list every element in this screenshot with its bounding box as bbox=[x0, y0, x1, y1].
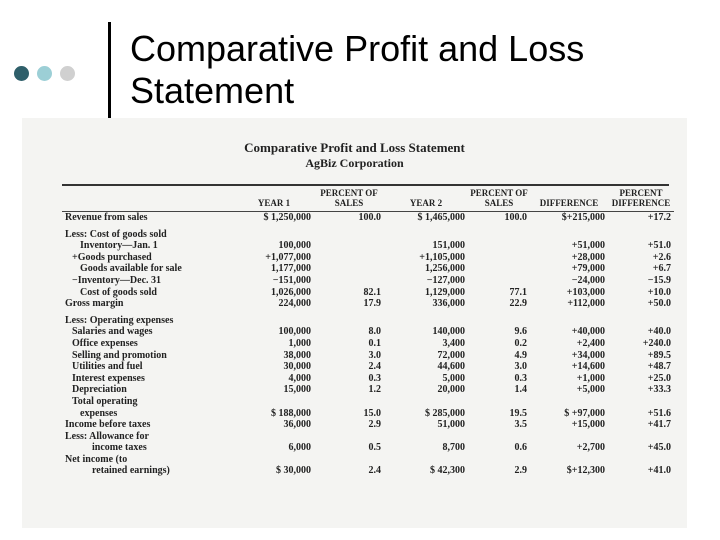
row-cell: +51.0 bbox=[647, 240, 671, 252]
table-row bbox=[62, 431, 674, 443]
row-cell: +41.0 bbox=[647, 465, 671, 477]
row-cell: 0.5 bbox=[368, 442, 381, 454]
row-cell: $ 1,250,000 bbox=[263, 212, 311, 223]
row-cell: 30,000 bbox=[283, 361, 311, 373]
row-cell bbox=[234, 431, 314, 443]
row-cell: 1.2 bbox=[368, 384, 381, 396]
statement-table bbox=[62, 188, 674, 477]
row-cell bbox=[314, 252, 384, 264]
row-cell: +34,000 bbox=[571, 349, 605, 361]
row-cell: +10.0 bbox=[647, 286, 671, 298]
row-label: Office expenses bbox=[72, 337, 138, 349]
row-cell: +51.6 bbox=[647, 407, 671, 419]
column-header: DIFFERENCE bbox=[539, 198, 599, 208]
row-cell: +40.0 bbox=[647, 326, 671, 338]
row-cell: +2,400 bbox=[576, 337, 605, 349]
row-cell: 17.9 bbox=[363, 298, 381, 310]
table-row bbox=[62, 263, 674, 275]
table-row bbox=[62, 224, 674, 241]
row-cell: 3.0 bbox=[368, 349, 381, 361]
row-cell: +6.7 bbox=[652, 263, 671, 275]
row-cell bbox=[608, 310, 674, 327]
row-cell: +2.6 bbox=[652, 251, 671, 263]
row-cell: $ 42,300 bbox=[430, 465, 465, 477]
row-cell: 38,000 bbox=[283, 349, 311, 361]
table-row bbox=[62, 373, 674, 385]
row-cell bbox=[234, 454, 314, 466]
row-cell: 19.5 bbox=[509, 407, 527, 419]
row-label: Revenue from sales bbox=[65, 212, 148, 223]
row-cell bbox=[468, 310, 530, 327]
row-cell: 1,000 bbox=[288, 337, 311, 349]
row-cell: 4,000 bbox=[288, 372, 311, 384]
table-row bbox=[62, 442, 674, 454]
row-cell bbox=[530, 224, 608, 241]
title-divider bbox=[108, 22, 111, 125]
row-cell: $ 285,000 bbox=[425, 407, 465, 419]
scanned-statement bbox=[22, 118, 687, 528]
row-cell: 0.2 bbox=[514, 337, 527, 349]
row-cell: −151,000 bbox=[272, 274, 311, 286]
row-cell bbox=[530, 431, 608, 443]
row-cell: 72,000 bbox=[437, 349, 465, 361]
row-cell: 100.0 bbox=[504, 212, 527, 223]
row-label: Salaries and wages bbox=[72, 326, 153, 338]
table-row bbox=[62, 465, 674, 477]
row-cell: 100,000 bbox=[278, 240, 311, 252]
slide-dot bbox=[37, 66, 52, 81]
row-cell: 2.4 bbox=[368, 465, 381, 477]
row-label: Less: Cost of goods sold bbox=[65, 228, 167, 240]
slide-dot bbox=[14, 66, 29, 81]
row-cell bbox=[468, 431, 530, 443]
row-cell: 9.6 bbox=[514, 326, 527, 338]
row-cell bbox=[608, 454, 674, 466]
row-cell bbox=[234, 224, 314, 241]
row-cell bbox=[468, 275, 530, 287]
row-cell bbox=[234, 396, 314, 408]
row-cell: 224,000 bbox=[278, 298, 311, 310]
row-cell: 1,026,000 bbox=[271, 286, 311, 298]
slide-title bbox=[130, 28, 584, 112]
table-row bbox=[62, 454, 674, 466]
row-cell: +33.3 bbox=[647, 384, 671, 396]
table-row bbox=[62, 419, 674, 431]
table-row bbox=[62, 350, 674, 362]
row-cell: 2.9 bbox=[368, 419, 381, 431]
row-cell: $+215,000 bbox=[561, 212, 605, 223]
row-label: Less: Allowance for bbox=[65, 430, 149, 442]
row-cell: +50.0 bbox=[647, 298, 671, 310]
row-cell bbox=[314, 224, 384, 241]
row-cell bbox=[468, 396, 530, 408]
row-cell: $+12,300 bbox=[566, 465, 605, 477]
row-label: Interest expenses bbox=[72, 372, 145, 384]
row-cell: +79,000 bbox=[571, 263, 605, 275]
table-row bbox=[62, 252, 674, 264]
table-row bbox=[62, 361, 674, 373]
row-cell: +48.7 bbox=[647, 361, 671, 373]
row-cell: +1,000 bbox=[576, 372, 605, 384]
row-cell: 2.9 bbox=[514, 465, 527, 477]
row-cell: +112,000 bbox=[567, 298, 605, 310]
row-cell: 3.5 bbox=[514, 419, 527, 431]
table-row bbox=[62, 212, 674, 224]
slide-dot bbox=[60, 66, 75, 81]
column-header: YEAR 2 bbox=[409, 198, 443, 208]
row-label: Selling and promotion bbox=[72, 349, 167, 361]
row-cell: +17.2 bbox=[647, 212, 671, 223]
row-cell bbox=[468, 263, 530, 275]
table-row bbox=[62, 338, 674, 350]
row-cell: +89.5 bbox=[647, 349, 671, 361]
row-cell: 1,129,000 bbox=[425, 286, 465, 298]
row-label: Utilities and fuel bbox=[72, 361, 143, 373]
row-cell: −15.9 bbox=[647, 274, 671, 286]
row-cell: 8,700 bbox=[442, 442, 465, 454]
row-cell bbox=[384, 431, 468, 443]
row-label: expenses bbox=[80, 407, 118, 419]
statement-body bbox=[62, 212, 674, 478]
row-cell: $ +97,000 bbox=[564, 407, 605, 419]
row-cell: 151,000 bbox=[432, 240, 465, 252]
row-cell bbox=[530, 310, 608, 327]
top-rule bbox=[62, 184, 669, 186]
row-cell bbox=[530, 396, 608, 408]
row-cell bbox=[314, 454, 384, 466]
row-cell bbox=[384, 310, 468, 327]
row-cell: +2,700 bbox=[576, 442, 605, 454]
row-cell: 3.0 bbox=[514, 361, 527, 373]
row-cell bbox=[468, 224, 530, 241]
slide-title-line2: Statement bbox=[130, 70, 295, 111]
row-cell: +15,000 bbox=[571, 419, 605, 431]
row-label: +Goods purchased bbox=[72, 251, 152, 263]
row-cell: −127,000 bbox=[426, 274, 465, 286]
row-cell: $ 30,000 bbox=[276, 465, 311, 477]
row-cell: 0.3 bbox=[514, 372, 527, 384]
slide-title-line1: Comparative Profit and Loss bbox=[130, 28, 585, 69]
column-header: PERCENT DIFFERENCE bbox=[611, 188, 671, 208]
row-cell bbox=[314, 310, 384, 327]
statement-title: Comparative Profit and Loss Statement bbox=[244, 140, 465, 155]
row-cell: −24,000 bbox=[571, 274, 605, 286]
row-cell: +51,000 bbox=[571, 240, 605, 252]
column-header bbox=[62, 188, 234, 212]
row-cell: 15.0 bbox=[363, 407, 381, 419]
row-label: Goods available for sale bbox=[80, 263, 182, 275]
row-cell: 2.4 bbox=[368, 361, 381, 373]
row-label: Gross margin bbox=[65, 298, 124, 310]
row-cell: 5,000 bbox=[442, 372, 465, 384]
row-label: Net income (to bbox=[65, 453, 128, 465]
row-cell: $ 1,465,000 bbox=[417, 212, 465, 223]
row-cell: +25.0 bbox=[647, 372, 671, 384]
row-cell: 77.1 bbox=[509, 286, 527, 298]
row-label: Depreciation bbox=[72, 384, 127, 396]
row-cell bbox=[384, 396, 468, 408]
row-cell: +103,000 bbox=[566, 286, 605, 298]
row-label: Income before taxes bbox=[65, 419, 151, 431]
row-cell bbox=[608, 224, 674, 241]
row-cell: 0.1 bbox=[368, 337, 381, 349]
row-label: income taxes bbox=[92, 442, 147, 454]
table-row bbox=[62, 326, 674, 338]
row-cell: +5,000 bbox=[576, 384, 605, 396]
row-cell: 51,000 bbox=[437, 419, 465, 431]
table-row bbox=[62, 408, 674, 420]
table-row bbox=[62, 287, 674, 299]
row-cell: +240.0 bbox=[642, 337, 671, 349]
row-label: Inventory—Jan. 1 bbox=[80, 240, 158, 252]
row-cell: 1,177,000 bbox=[271, 263, 311, 275]
row-cell bbox=[314, 275, 384, 287]
column-header: YEAR 1 bbox=[257, 198, 291, 208]
header-row bbox=[62, 188, 674, 212]
table-row bbox=[62, 396, 674, 408]
row-cell: 82.1 bbox=[363, 286, 381, 298]
row-cell bbox=[314, 263, 384, 275]
row-cell: 4.9 bbox=[514, 349, 527, 361]
row-cell: 0.6 bbox=[514, 442, 527, 454]
row-cell: +45.0 bbox=[647, 442, 671, 454]
statement-company: AgBiz Corporation bbox=[305, 156, 404, 170]
row-cell: +1,077,000 bbox=[265, 251, 311, 263]
column-header: PERCENT OF SALES bbox=[470, 188, 528, 208]
row-cell bbox=[314, 240, 384, 252]
row-cell: 1.4 bbox=[514, 384, 527, 396]
row-cell: 100,000 bbox=[278, 326, 311, 338]
row-label: retained earnings) bbox=[92, 465, 170, 477]
row-cell: +41.7 bbox=[647, 419, 671, 431]
row-cell: +40,000 bbox=[571, 326, 605, 338]
row-cell: 44,600 bbox=[437, 361, 465, 373]
row-label: Total operating bbox=[72, 395, 138, 407]
table-row bbox=[62, 384, 674, 396]
row-cell: 6,000 bbox=[288, 442, 311, 454]
row-cell bbox=[468, 240, 530, 252]
row-cell: 336,000 bbox=[432, 298, 465, 310]
row-label: −Inventory—Dec. 31 bbox=[72, 274, 162, 286]
slide-dots bbox=[14, 66, 75, 81]
row-cell: 20,000 bbox=[437, 384, 465, 396]
row-cell: 3,400 bbox=[442, 337, 465, 349]
row-cell bbox=[234, 310, 314, 327]
row-cell: 1,256,000 bbox=[425, 263, 465, 275]
row-cell bbox=[468, 454, 530, 466]
row-cell: 140,000 bbox=[432, 326, 465, 338]
row-cell: 100.0 bbox=[358, 212, 381, 223]
row-cell bbox=[608, 431, 674, 443]
row-label: Less: Operating expenses bbox=[65, 314, 174, 326]
row-cell: 0.3 bbox=[368, 372, 381, 384]
row-cell bbox=[608, 396, 674, 408]
row-cell: 22.9 bbox=[509, 298, 527, 310]
row-cell: 15,000 bbox=[283, 384, 311, 396]
row-cell: 36,000 bbox=[283, 419, 311, 431]
row-cell: $ 188,000 bbox=[271, 407, 311, 419]
row-cell bbox=[314, 431, 384, 443]
row-cell bbox=[530, 454, 608, 466]
row-cell: +1,105,000 bbox=[419, 251, 465, 263]
row-cell: +14,600 bbox=[571, 361, 605, 373]
table-row bbox=[62, 298, 674, 310]
row-cell bbox=[314, 396, 384, 408]
table-row bbox=[62, 275, 674, 287]
table-row bbox=[62, 240, 674, 252]
row-cell bbox=[468, 252, 530, 264]
row-cell bbox=[384, 224, 468, 241]
table-row bbox=[62, 310, 674, 327]
column-header: PERCENT OF SALES bbox=[320, 188, 378, 208]
row-cell: +28,000 bbox=[571, 251, 605, 263]
row-cell: 8.0 bbox=[368, 326, 381, 338]
row-cell bbox=[384, 454, 468, 466]
row-label: Cost of goods sold bbox=[80, 286, 157, 298]
